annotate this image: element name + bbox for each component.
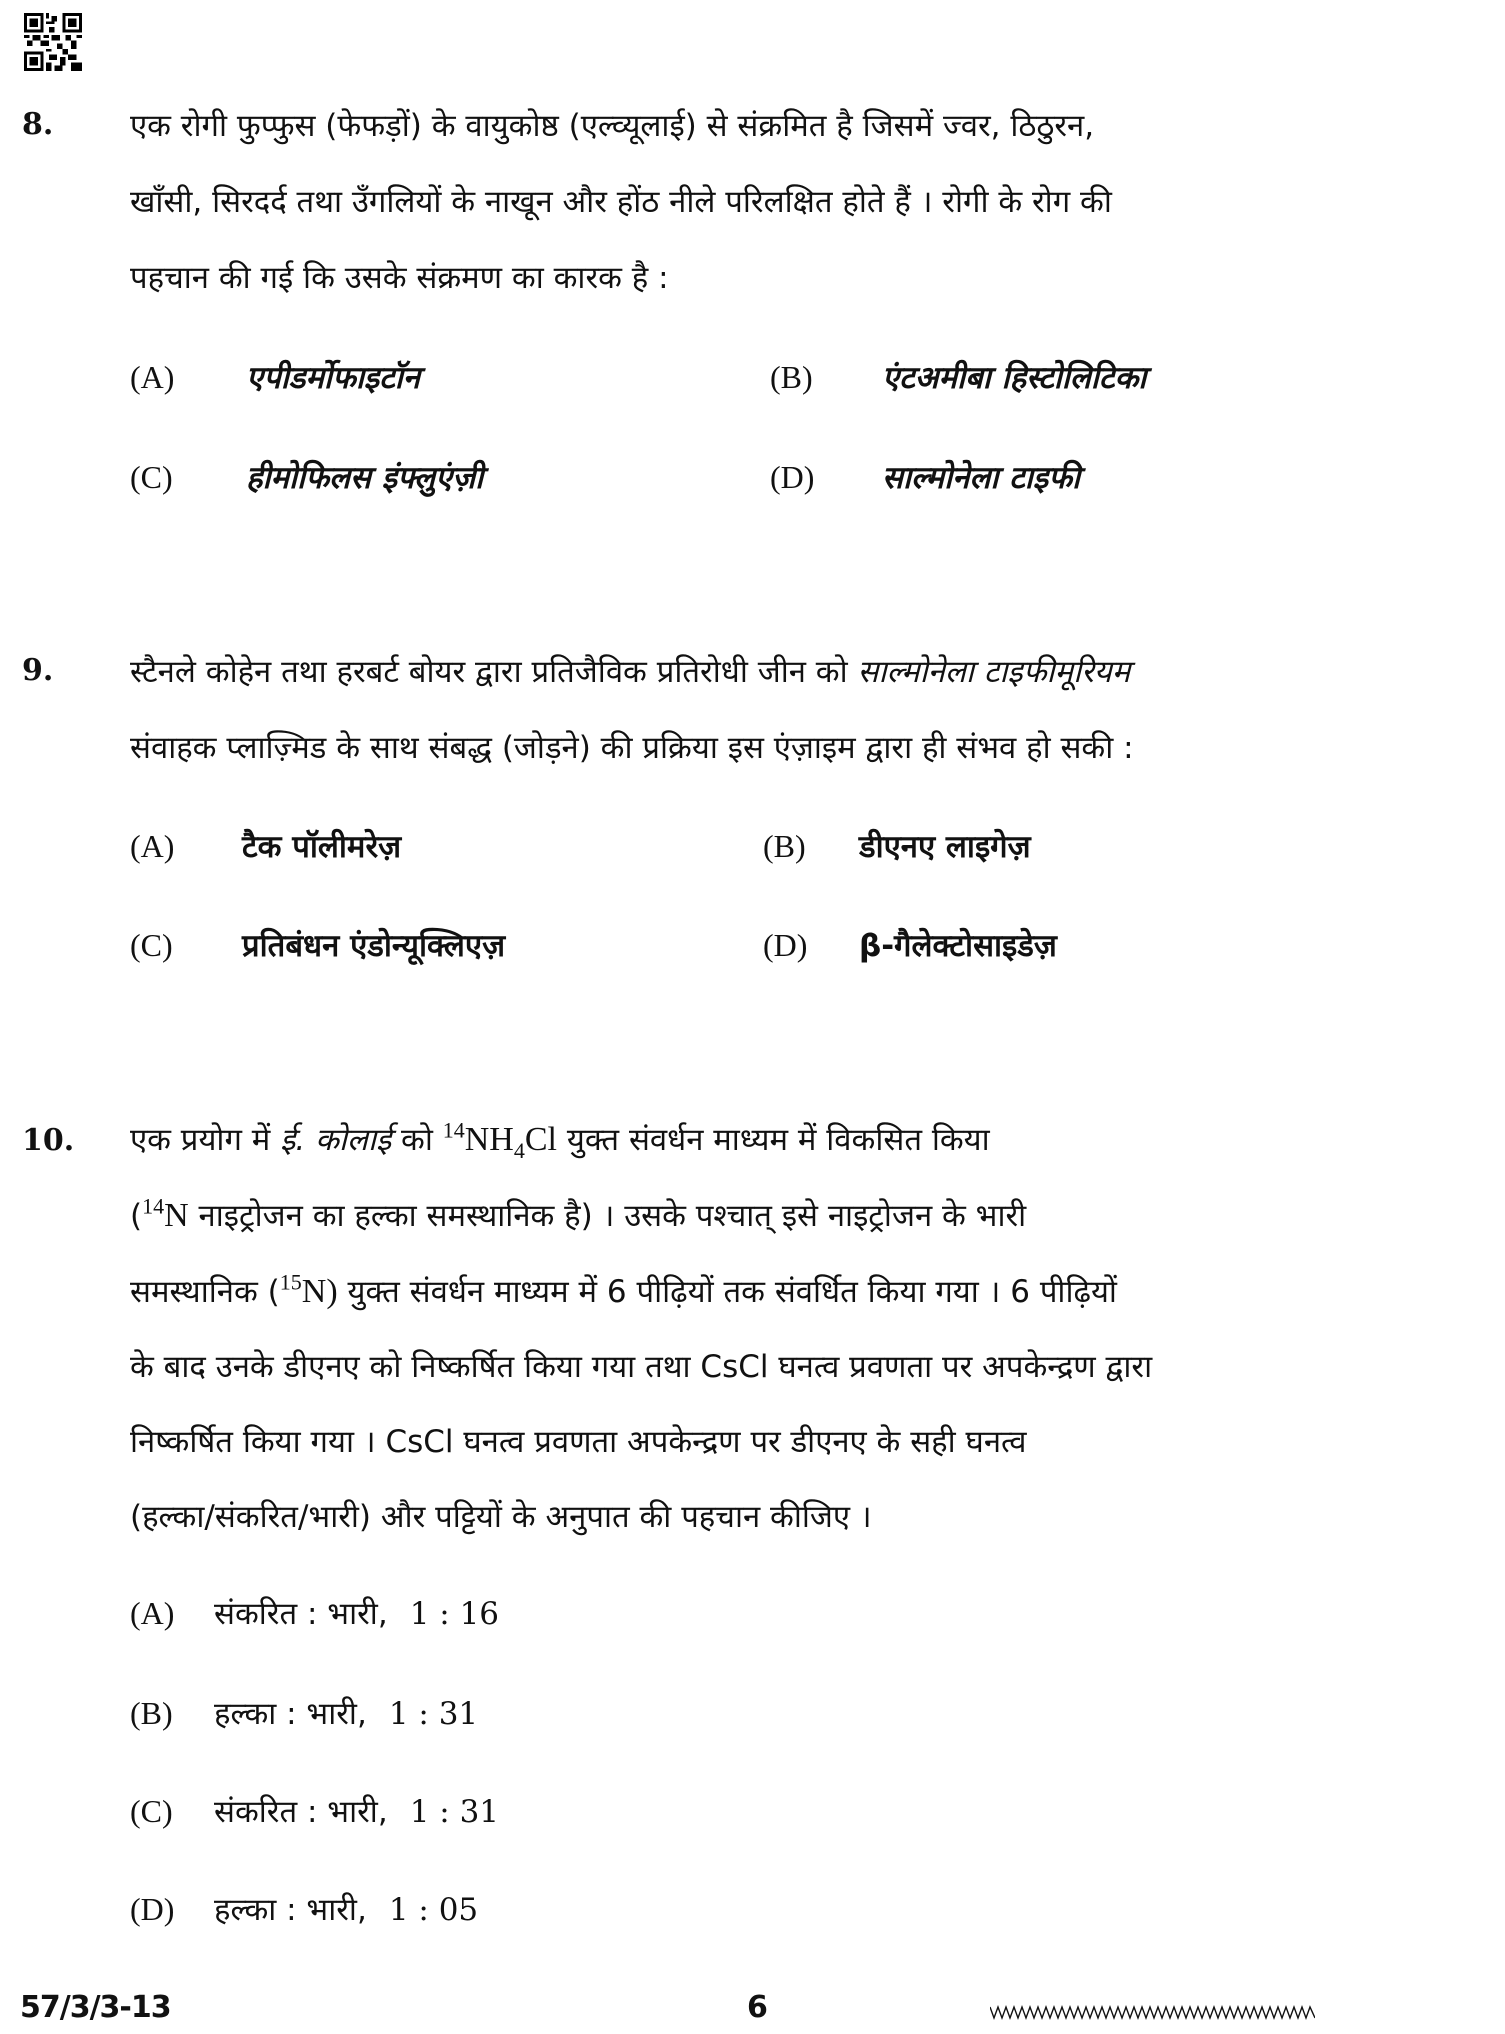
question-text [130,1102,1398,1555]
question-line: संवाहक प्लाज़्मिड के साथ संबद्ध (जोड़ने) की प्रक्रिया इस एंज़ाइम द्वारा ही संभव हो सकी : [130,730,1134,766]
option-label: (B) [763,828,806,864]
option-text: हल्का : भारी, [214,1892,367,1928]
qr-code-icon [24,13,82,71]
option-text: β-गैलेक्टोसाइडेज़ [859,928,1057,964]
question-line: (हल्का/संकरित/भारी) और पट्टियों के अनुपात की पहचान कीजिए । [130,1499,872,1535]
option-label: (A) [130,359,175,395]
option-c[interactable] [130,456,483,498]
question-line: के बाद उनके डीएनए को निष्कर्षित किया गया तथा CsCl घनत्व प्रवणता पर अपकेन्द्रण द्वारा [130,1349,1153,1385]
question-line: खाँसी, सिरदर्द तथा उँगलियों के नाखून और होंठ नीले परिलक्षित होते हैं । रोगी के रोग की [130,184,1112,220]
question-text-segment: एक प्रयोग में [130,1122,281,1158]
option-b[interactable] [763,825,1031,867]
question-line [130,1102,1398,1178]
formula-subscript: 4 [513,1137,525,1163]
isotope-superscript: 14 [442,1117,465,1143]
option-ratio: 1 : 31 [409,1794,500,1830]
organism-name: ई. कोलाई [280,1122,392,1158]
option-label: (C) [130,459,173,495]
option-text: हीमोफिलस इंफ्लुएंज़ी [246,460,484,496]
option-label: (A) [130,1595,175,1631]
chemical-formula [442,1117,557,1163]
option-text: टैक पॉलीमरेज़ [242,829,402,865]
option-text: डीएनए लाइगेज़ [859,829,1031,865]
question-number: 10. [22,1123,75,1158]
option-label: (D) [763,927,808,963]
question-line [130,1254,1398,1330]
option-label: (D) [130,1891,175,1927]
question-line: एक रोगी फुप्फुस (फेफड़ों) के वायुकोष्ठ (एल्व्यूलाई) से संक्रमित है जिसमें ज्वर, ठिठुरन, [130,108,1095,144]
option-text: संकरित : भारी, [214,1794,388,1830]
question-text-segment: स्टैनले कोहेन तथा हरबर्ट बोयर द्वारा प्रतिजैविक प्रतिरोधी जीन को [130,654,858,690]
option-ratio: 1 : 31 [388,1696,479,1732]
option-label: (B) [130,1695,173,1731]
question-text-segment: ( [130,1198,143,1234]
option-c[interactable] [130,1790,499,1832]
question-text-segment: समस्थानिक ( [130,1274,280,1310]
isotope-superscript: 14 [142,1193,165,1219]
question-text-segment: नाइट्रोजन का हल्का समस्थानिक है) । उसके पश्चात् इसे नाइट्रोजन के भारी [188,1198,1027,1234]
organism-name: साल्मोनेला टाइफीमूरियम [857,654,1131,690]
question-text [130,88,1398,316]
option-label: (D) [770,459,815,495]
option-a[interactable] [130,356,420,398]
isotope-symbol [279,1269,338,1310]
question-number: 9. [22,653,54,688]
option-label: (B) [770,359,813,395]
option-text: संकरित : भारी, [214,1596,388,1632]
option-d[interactable] [770,456,1080,498]
option-b[interactable] [770,356,1146,398]
option-d[interactable] [763,924,1057,966]
option-label: (A) [130,828,175,864]
question-line: पहचान की गई कि उसके संक्रमण का कारक है : [130,260,669,296]
element-symbol: N [164,1197,189,1234]
formula-part: Cl [524,1121,557,1158]
question-text-segment: युक्त संवर्धन माध्यम में 6 पीढ़ियों तक संवर्धित किया गया । 6 पीढ़ियों [337,1274,1117,1310]
option-text: एंटअमीबा हिस्टोलिटिका [882,360,1147,396]
option-label: (C) [130,1793,173,1829]
option-text: प्रतिबंधन एंडोन्यूक्लिएज़ [242,928,506,964]
option-b[interactable] [130,1692,478,1734]
question-text-segment: को [391,1122,443,1158]
option-label: (C) [130,927,173,963]
option-a[interactable] [130,825,401,867]
question-line [130,634,1398,710]
question-line [130,1178,1398,1254]
page-number: 6 [747,1990,768,2025]
element-symbol: N) [301,1273,338,1310]
isotope-symbol [142,1193,189,1234]
option-ratio: 1 : 05 [388,1892,479,1928]
question-line: निष्कर्षित किया गया । CsCl घनत्व प्रवणता अपकेन्द्रण पर डीएनए के सही घनत्व [130,1424,1027,1460]
formula-part: NH [464,1121,514,1158]
isotope-superscript: 15 [279,1269,302,1295]
option-a[interactable] [130,1592,499,1634]
option-d[interactable] [130,1888,478,1930]
question-number: 8. [22,107,54,142]
question-text-segment: युक्त संवर्धन माध्यम में विकसित किया [556,1122,990,1158]
option-c[interactable] [130,924,505,966]
question-text [130,634,1398,786]
option-text: साल्मोनेला टाइफी [882,460,1080,496]
paper-code: 57/3/3-13 [20,1990,171,2025]
option-text: एपीडर्मोफाइटॉन [246,360,420,396]
option-ratio: 1 : 16 [409,1596,500,1632]
wavy-line-decoration-icon [990,2003,1315,2021]
option-text: हल्का : भारी, [214,1696,367,1732]
